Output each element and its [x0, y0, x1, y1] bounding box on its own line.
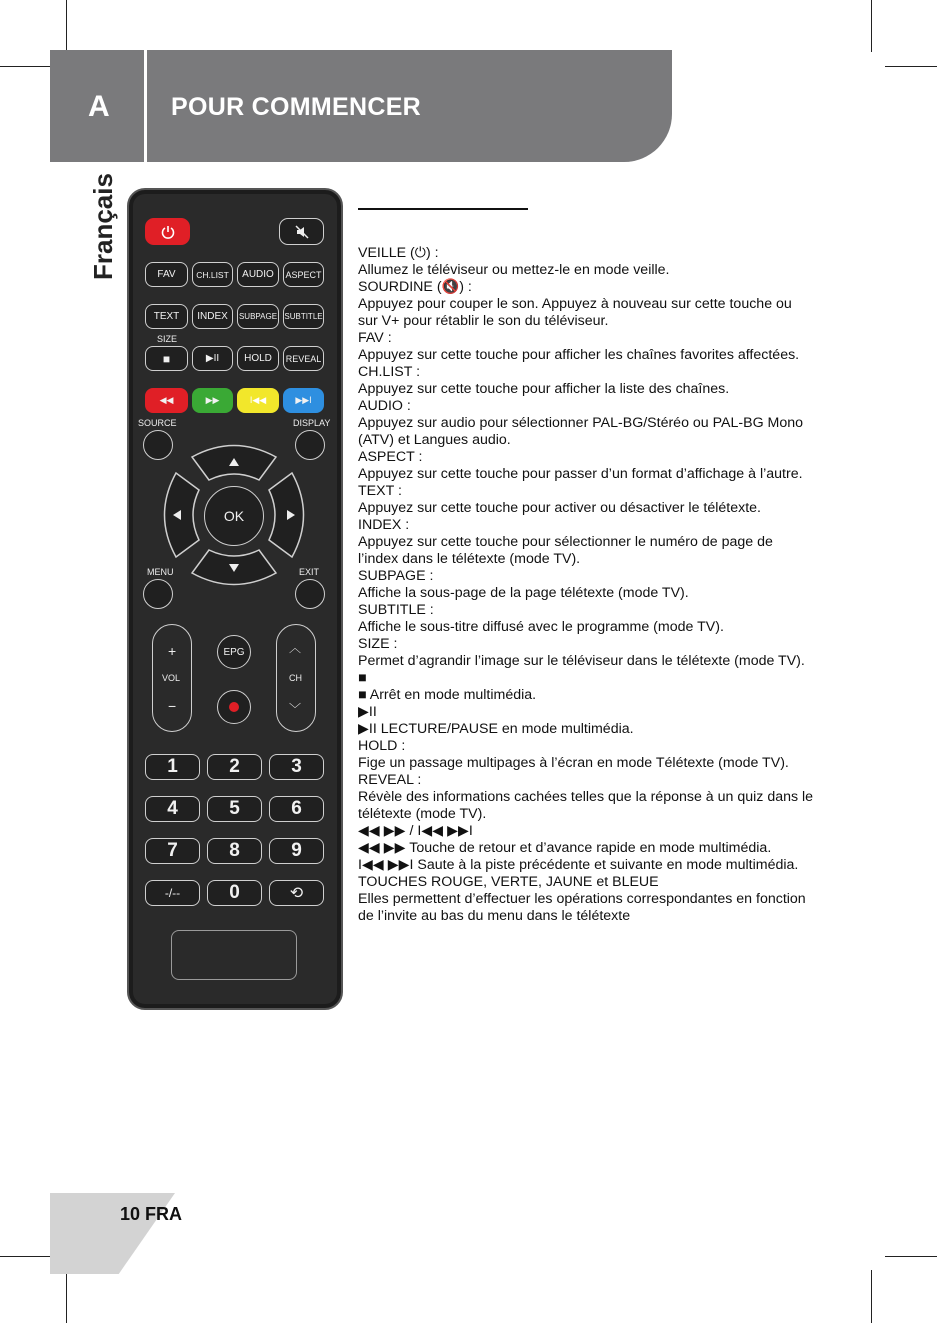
section-header — [50, 50, 672, 162]
aspect-button: ASPECT — [283, 262, 324, 287]
green-button: ▶▶ — [192, 388, 233, 413]
crop-mark — [871, 0, 872, 52]
crop-mark — [66, 1270, 67, 1323]
fav-button: FAV — [145, 262, 188, 287]
remote-control — [127, 188, 343, 1010]
description-line: ▶II — [358, 704, 377, 720]
blue-button: ▶▶I — [283, 388, 324, 413]
description-line: Permet d’agrandir l’image sur le téléviseur dans le télétexte (mode TV). — [358, 653, 805, 669]
description-line: TEXT : — [358, 483, 402, 499]
description-line: I◀◀ ▶▶I Saute à la piste précédente et suivante en mode multimédia. — [358, 857, 799, 873]
crop-mark — [0, 1256, 52, 1257]
hold-button: HOLD — [237, 346, 279, 371]
ch-label: CH — [289, 673, 302, 683]
digit-3: 3 — [269, 754, 324, 780]
power-button — [145, 218, 190, 245]
description-line: ▶II LECTURE/PAUSE en mode multimédia. — [358, 721, 634, 737]
ok-button: OK — [204, 486, 264, 546]
play-pause-button: ▶II — [192, 346, 233, 371]
description-line: SUBPAGE : — [358, 568, 434, 584]
description-line: Appuyez sur cette touche pour sélectionner le numéro de page de — [358, 534, 773, 550]
vol-plus: + — [168, 643, 177, 659]
header-divider — [144, 50, 147, 162]
description-line: Affiche le sous-titre diffusé avec le programme (mode TV). — [358, 619, 724, 635]
description-line: CH.LIST : — [358, 364, 421, 380]
chlist-button: CH.LIST — [192, 262, 233, 287]
digit-2: 2 — [207, 754, 262, 780]
source-label: SOURCE — [138, 418, 177, 428]
volume-rocker — [152, 624, 192, 732]
record-button — [217, 690, 251, 724]
vol-minus: − — [168, 698, 177, 714]
mute-button — [279, 218, 324, 245]
crop-mark — [66, 0, 67, 52]
description-line: SUBTITLE : — [358, 602, 434, 618]
subpage-button: SUBPAGE — [237, 304, 279, 329]
yellow-button: I◀◀ — [237, 388, 279, 413]
description-line: de l’invite au bas du menu dans le télétexte — [358, 908, 631, 924]
menu-button — [143, 579, 173, 609]
digit-1: 1 — [145, 754, 200, 780]
page-number: 10 FRA — [120, 1204, 183, 1224]
ir-window — [171, 930, 297, 980]
description-line: Affiche la sous-page de la page télétexte (mode TV). — [358, 585, 689, 601]
crop-mark — [0, 66, 52, 67]
description-line: INDEX : — [358, 517, 410, 533]
size-label: SIZE — [157, 334, 178, 344]
reveal-button: REVEAL — [283, 346, 324, 371]
crop-mark — [885, 66, 937, 67]
description-line: AUDIO : — [358, 398, 411, 414]
description-line: ASPECT : — [358, 449, 423, 465]
description-line: Fige un passage multipages à l’écran en mode Télétexte (mode TV). — [358, 755, 789, 771]
description-line: VEILLE (⏻) : — [358, 245, 439, 261]
description-line: FAV : — [358, 330, 392, 346]
epg-button: EPG — [217, 635, 251, 669]
description-line: ■ Arrêt en mode multimédia. — [358, 687, 537, 703]
description-line: Elles permettent d’effectuer les opérations correspondantes en fonction — [358, 891, 806, 907]
description-line: Appuyez sur cette touche pour activer ou désactiver le télétexte. — [358, 500, 761, 516]
mute-icon — [294, 224, 310, 240]
description-line: Allumez le téléviseur ou mettez-le en mode veille. — [358, 262, 670, 278]
vol-label: VOL — [162, 673, 181, 683]
digit-8: 8 — [207, 838, 262, 864]
digit-6: 6 — [269, 796, 324, 822]
description-line: télétexte (mode TV). — [358, 806, 487, 822]
subtitle-button: SUBTITLE — [283, 304, 324, 329]
dash-button: -/-- — [145, 880, 200, 906]
power-icon — [160, 224, 176, 240]
description-line: Appuyez pour couper le son. Appuyez à nouveau sur cette touche ou — [358, 296, 792, 312]
description-line: HOLD : — [358, 738, 406, 754]
exit-label: EXIT — [299, 567, 320, 577]
description-line: ◀◀ ▶▶ / I◀◀ ▶▶I — [358, 823, 473, 839]
digit-9: 9 — [269, 838, 324, 864]
description-line: sur V+ pour rétablir le son du téléviseur. — [358, 313, 609, 329]
description-line: REVEAL : — [358, 772, 422, 788]
digit-5: 5 — [207, 796, 262, 822]
chevron-down-icon: ﹀ — [289, 702, 302, 716]
red-button: ◀◀ — [145, 388, 188, 413]
recall-button: ⟲ — [269, 880, 324, 906]
text-button: TEXT — [145, 304, 188, 329]
crop-mark — [885, 1256, 937, 1257]
description-line: Appuyez sur cette touche pour passer d’un format d’affichage à l’autre. — [358, 466, 803, 482]
description-line: Révèle des informations cachées telles que la réponse à un quiz dans le — [358, 789, 814, 805]
description-line: SOURDINE (🔇) : — [358, 279, 472, 295]
description-line: (ATV) et Langues audio. — [358, 432, 511, 448]
description-line: Appuyez sur cette touche pour afficher la liste des chaînes. — [358, 381, 730, 397]
audio-button: AUDIO — [237, 262, 279, 287]
description-line: Appuyez sur cette touche pour afficher les chaînes favorites affectées. — [358, 347, 800, 363]
channel-rocker — [276, 624, 316, 732]
display-label: DISPLAY — [293, 418, 331, 428]
stop-button: ■ — [145, 346, 188, 371]
chevron-up-icon: ︿ — [289, 641, 302, 655]
record-dot-icon — [229, 702, 239, 712]
section-rule — [358, 208, 528, 210]
menu-label: MENU — [147, 567, 174, 577]
description-line: SIZE : — [358, 636, 398, 652]
index-button: INDEX — [192, 304, 233, 329]
description-line: TOUCHES ROUGE, VERTE, JAUNE et BLEUE — [358, 874, 659, 890]
section-letter: A — [88, 90, 110, 123]
digit-4: 4 — [145, 796, 200, 822]
description-line: Appuyez sur audio pour sélectionner PAL-BG/Stéréo ou PAL-BG Mono — [358, 415, 804, 431]
button-descriptions — [358, 245, 838, 925]
description-line: l’index dans le télétexte (mode TV). — [358, 551, 581, 567]
digit-7: 7 — [145, 838, 200, 864]
description-line: ◀◀ ▶▶ Touche de retour et d’avance rapide en mode multimédia. — [358, 840, 772, 856]
exit-button — [295, 579, 325, 609]
description-line: ■ — [358, 670, 367, 686]
crop-mark — [871, 1270, 872, 1323]
section-title: POUR COMMENCER — [171, 93, 422, 121]
digit-0: 0 — [207, 880, 262, 906]
language-tab: Français — [88, 173, 118, 280]
